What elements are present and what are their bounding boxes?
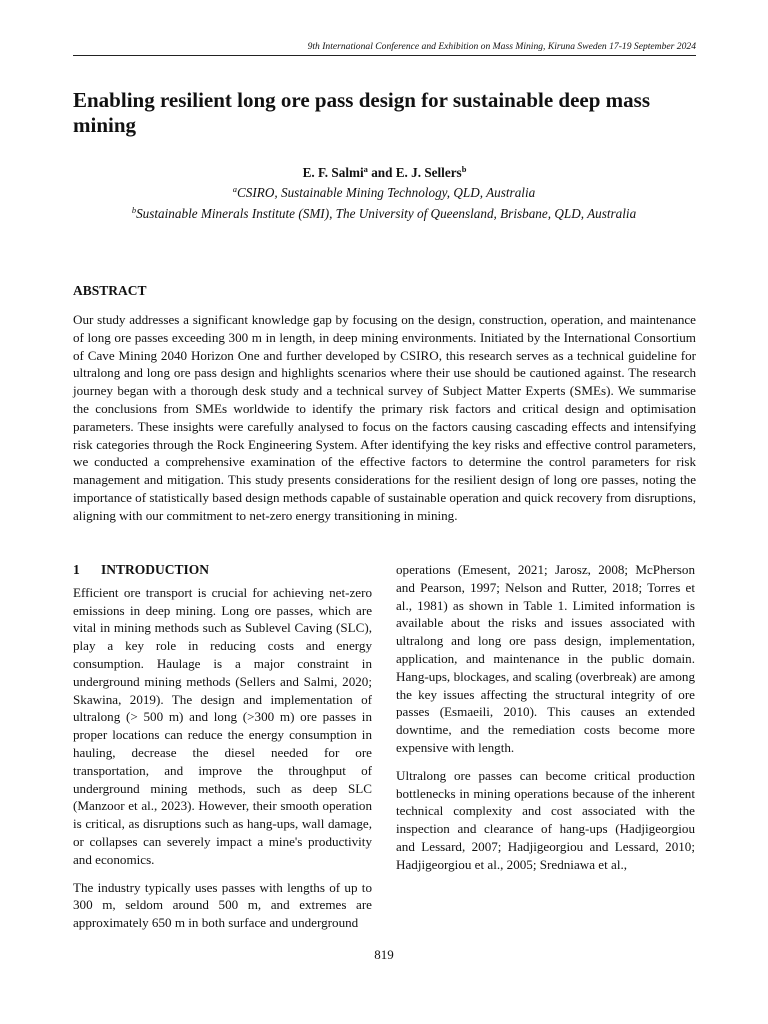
author-line: [73, 165, 696, 181]
section-title: INTRODUCTION: [101, 562, 210, 577]
abstract-heading: ABSTRACT: [73, 283, 147, 298]
page-number: 819: [374, 947, 394, 962]
section-number: 1: [73, 562, 80, 577]
body-column-right: [396, 561, 695, 884]
author-name: E. F. Salmi: [302, 165, 364, 180]
body-column-left: [73, 561, 372, 942]
body-paragraph: Efficient ore transport is crucial for achieving net-zero emissions in deep mining. Long ore passes, which are vital in mining methods such as Sublevel Caving (SLC), play a key role in reducing costs and energy consumption. Haulage is a major constraint in underground mining methods (Sellers and Salmi, 2020; Skawina, 2019). The design and implementation of ultralong (> 500 m) and long (>300 m) ore passes in proper locations can reduce the energy consumption in hauling, decrease the diesel needed for ore transportation, and improve the throughput of underground mining methods, such as deep SLC (Manzoor et al., 2023). However, their smooth operation is critical, as disruptions such as hang-ups, wall damage, or collapses can severely impact a mine's productivity and economics.: [73, 584, 372, 867]
affiliation-text: Sustainable Minerals Institute (SMI), The University of Queensland, Brisbane, QLD, Australia: [136, 206, 637, 221]
abstract-text: Our study addresses a significant knowledge gap by focusing on the design, construction, operation, and maintenance of long ore passes exceeding 300 m in length, in deep mining environments. Initiated by the International Consortium of Cave Mining 2040 Horizon One and further developed by CSIRO, this research serves as a technical guideline for ultralong and long ore pass design and highlights scenarios where their use should be cautioned against. The research journey began with a thorough desk study and a technical survey of Subject Matter Experts (SMEs). We summarise the conclusions from SMEs worldwide to identify the primary risk factors and critical design and optimisation parameters. These insights were carefully analysed to focus on the factors causing cascading effects and intensifying risk categories through the Rock Engineering System. After identifying the key risks and effective control parameters, we conducted a comprehensive examination of the effective factors to determine the control parameters for risk management and mitigation. This study presents considerations for the resilient design of long ore passes, noting the importance of statistically based design methods capable of sustainable operation and quick recovery from disruptions, aligning with our commitment to net-zero energy transitioning in mining.: [73, 312, 696, 523]
affiliation-mark: a: [232, 184, 238, 194]
affiliation-mark: b: [131, 205, 137, 215]
author-affiliation-mark: b: [461, 164, 467, 174]
affiliation: [60, 185, 708, 201]
author-name: E. J. Sellers: [395, 165, 462, 180]
section-heading: [73, 561, 372, 579]
body-paragraph: Ultralong ore passes can become critical production bottlenecks in mining operations because of the inherent technical complexity and cost associated with the inspection and clearance of hang-ups (Hadjigeorgiou and Lessard, 2007; Hadjigeorgiou and Lessard, 2010; Hadjigeorgiou et al., 2005; Sredniawa et al.,: [396, 767, 695, 872]
author-joiner: and: [367, 165, 396, 180]
author-affiliation-mark: a: [363, 164, 368, 174]
body-paragraph-continued: operations (Emesent, 2021; Jarosz, 2008; McPherson and Pearson, 1997; Nelson and Rutter, 2018; Torres et al., 1981) as shown in Table 1. Limited information is available about the risks and issues associated with ultralong and long ore pass design, implementation, application, and maintenance in the public domain. Hang-ups, blockages, and scaling (overbreak) are among the key issues affecting the structural integrity of ore passes (Esmaeili, 2010). This causes an extended downtime, and the remediation costs become more expensive with length.: [396, 562, 695, 755]
affiliation: [60, 206, 708, 222]
affiliation-text: CSIRO, Sustainable Mining Technology, QLD, Australia: [237, 185, 536, 200]
paper-title: Enabling resilient long ore pass design for sustainable deep mass mining: [73, 88, 651, 137]
running-head: 9th International Conference and Exhibition on Mass Mining, Kiruna Sweden 17-19 September 2024: [73, 41, 696, 56]
body-paragraph: The industry typically uses passes with lengths of up to 300 m, seldom around 500 m, and extremes are approximately 650 m in both surface and underground: [73, 879, 372, 931]
